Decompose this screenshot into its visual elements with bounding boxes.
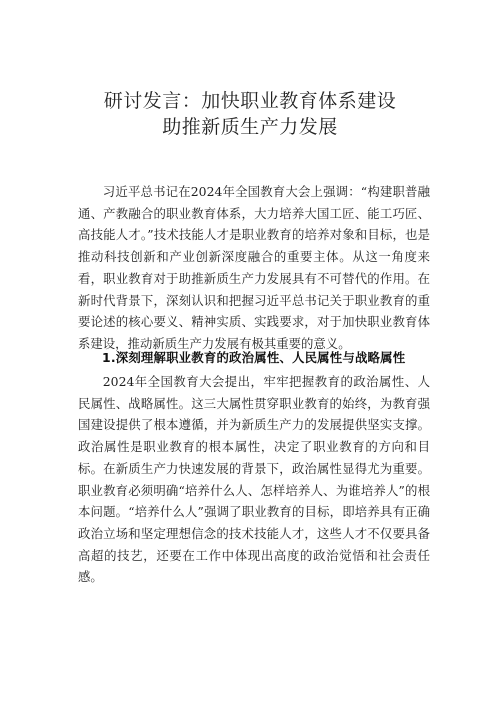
section-1-heading: 1.深刻理解职业教育的政治属性、人民属性与战略属性 xyxy=(102,350,406,365)
section-1-paragraph: 2024年全国教育大会提出，牢牢把握教育的政治属性、人民属性、战略属性。这三大属性贯穿职业教育的始终，为教育强国建设提供了根本遵循，并为新质生产力的发展提供坚实支撑。政治属性是职业教育的根本属性，决定了职业教育的方向和目标。在新质生产力快速发展的背景下，政治属性显得尤为重要。职业教育必须明确“培养什么人、怎样培养人、为谁培养人”的根本问题。“培养什么人”强调了职业教育的目标，即培养具有正确政治立场和坚定理想信念的技术技能人才，这些人才不仅要具备高超的技艺，还要在工作中体现出高度的政治觉悟和社会责任感。 xyxy=(78,374,430,585)
document-title-line-2: 助推新质生产力发展 xyxy=(162,116,338,138)
intro-paragraph: 习近平总书记在2024年全国教育大会上强调：“构建职普融通、产教融合的职业教育体系，大力培养大国工匠、能工巧匠、高技能人才。”技术技能人才是职业教育的培养对象和目标，也是推动科技创新和产业创新深度融合的重要主体。从这一角度来看，职业教育对于助推新质生产力发展具有不可替代的作用。在新时代背景下，深刻认识和把握习近平总书记关于职业教育的重要论述的核心要义、精神实质、实践要求，对于加快职业教育体系建设，推动新质生产力发展有极其重要的意义。 xyxy=(78,184,430,351)
section-1-paragraph-block xyxy=(78,371,430,588)
intro-paragraph-block xyxy=(78,181,430,355)
document-title-line-1: 研讨发言：加快职业教育体系建设 xyxy=(103,90,397,112)
